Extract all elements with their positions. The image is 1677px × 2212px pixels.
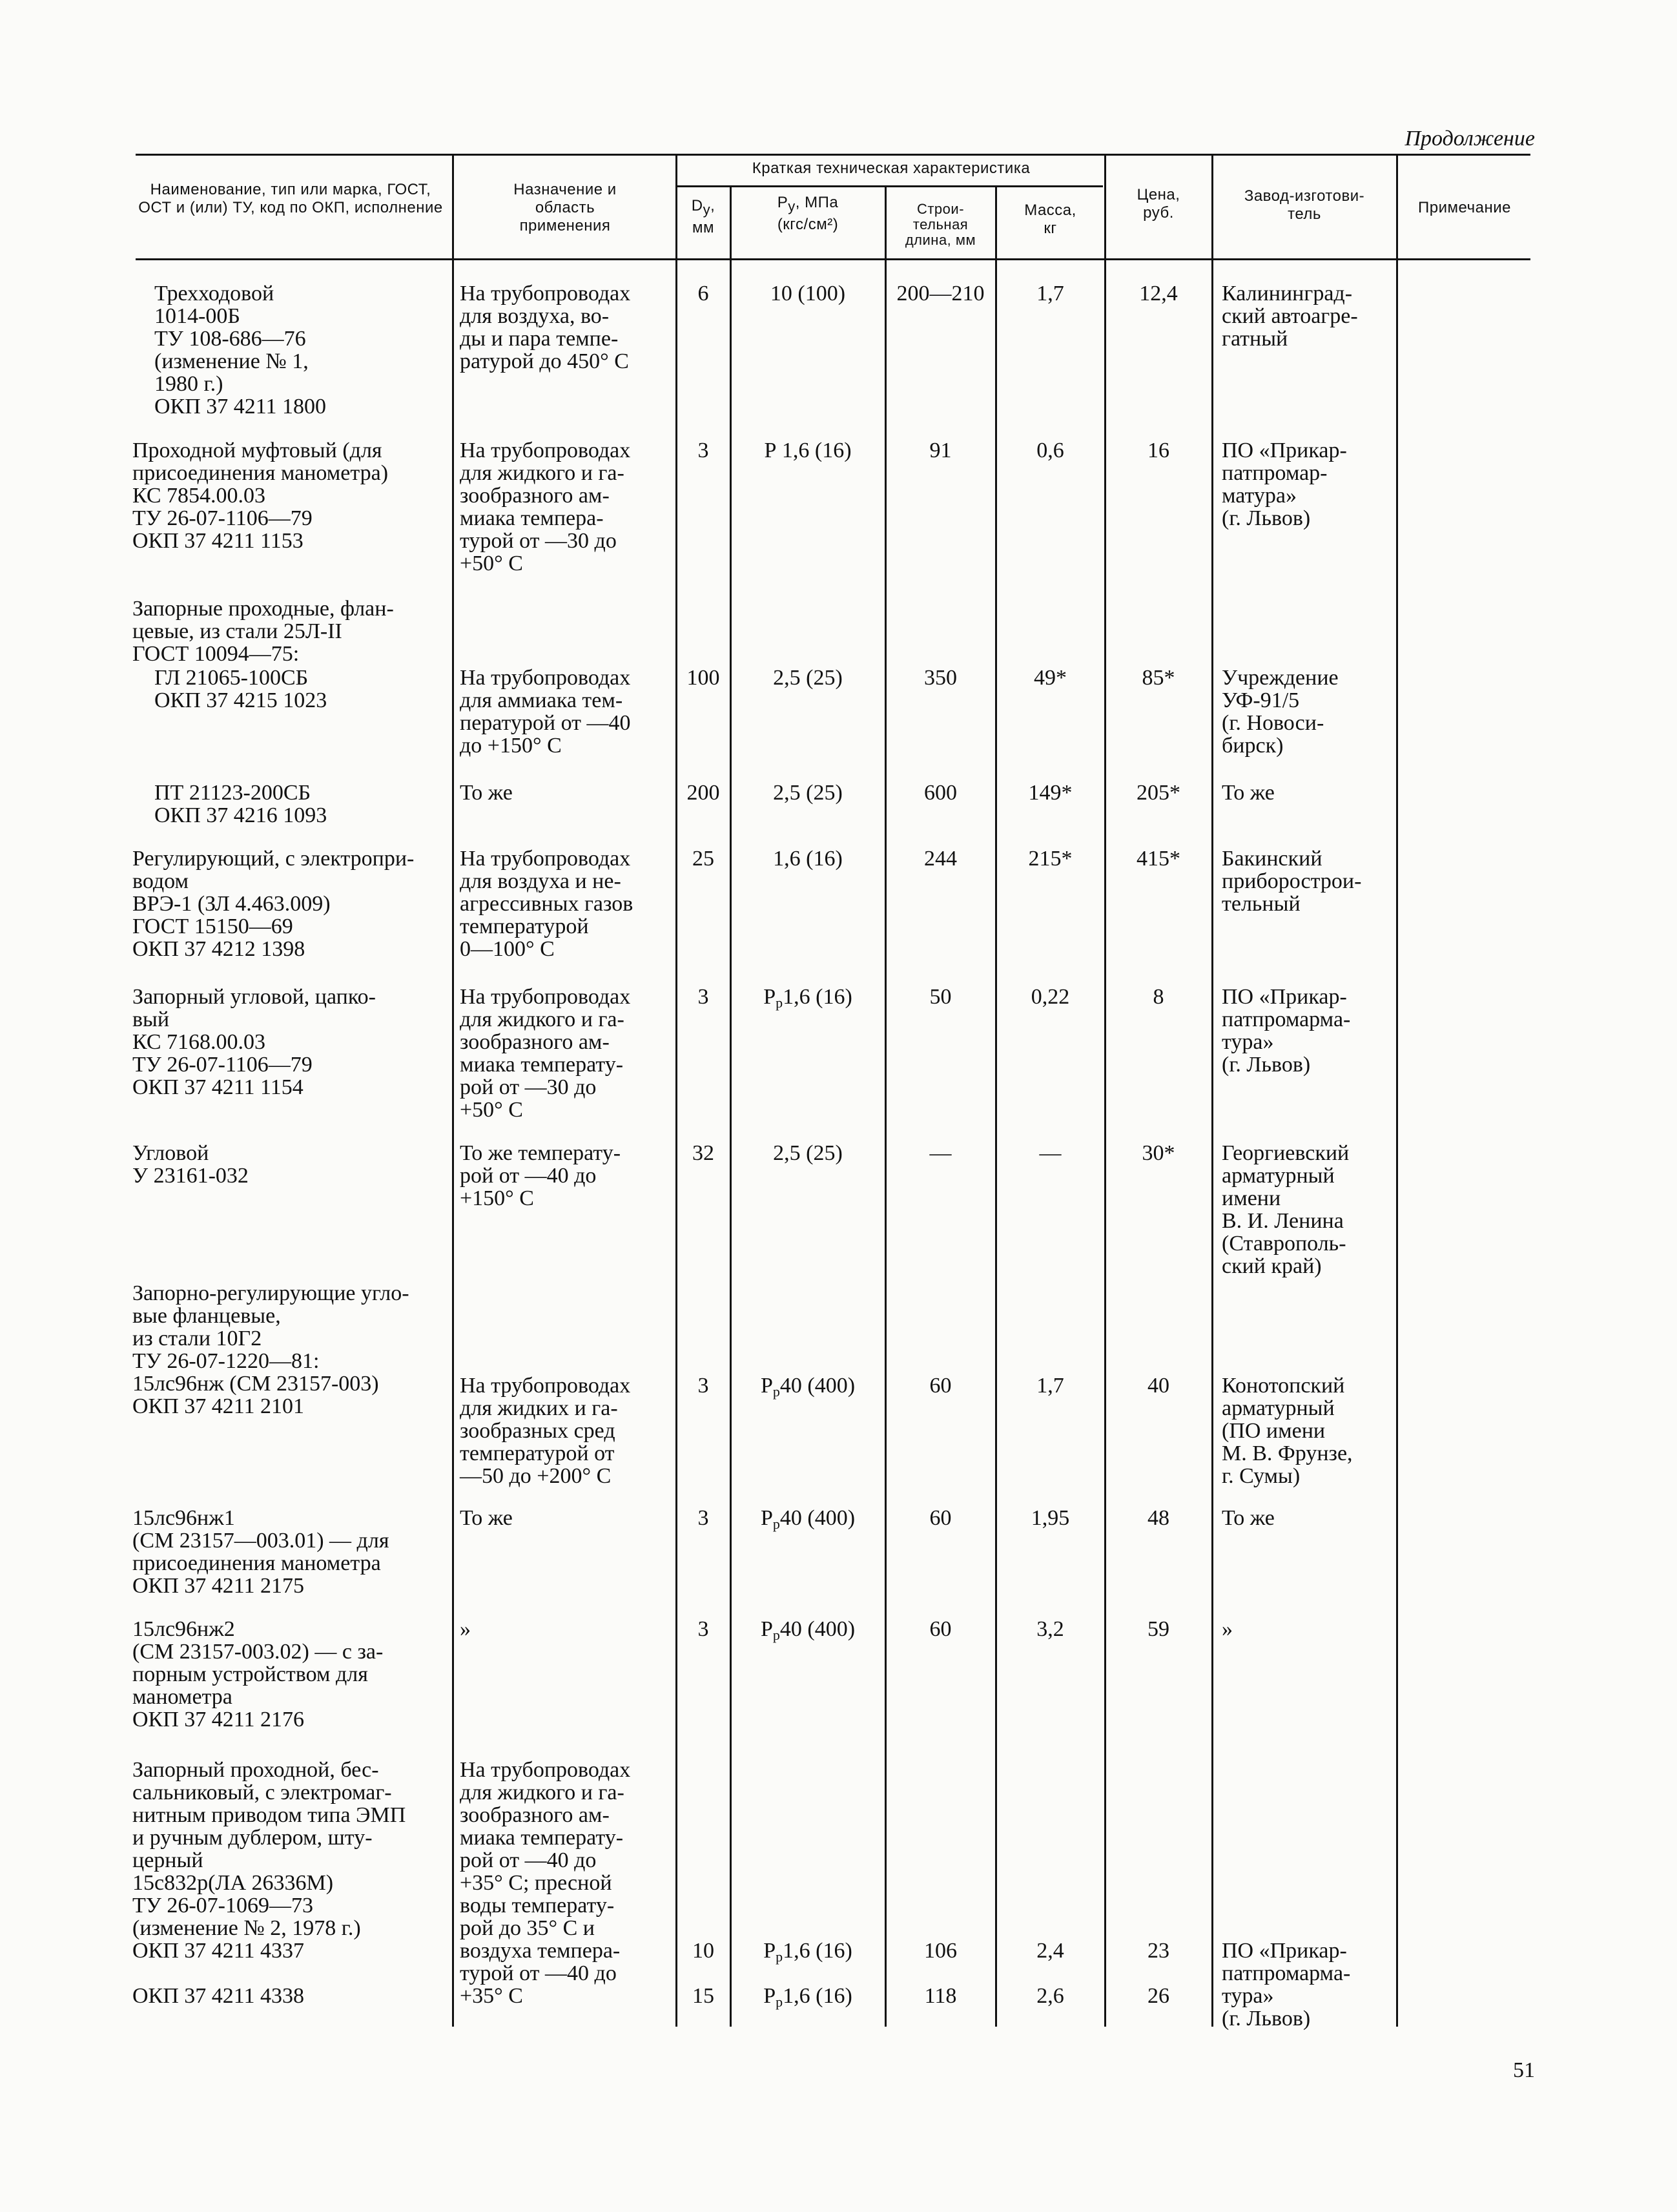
col-line-8 xyxy=(1396,155,1398,2027)
row-1-price: 16 xyxy=(1147,439,1169,462)
row-12-purpose: На трубопроводах для жидкого и га- зообразного ам- миака температу- рой от —40 до +35° С; пресной воды температу- рой до 35° С и воздуха темпера- турой от —40 до +35° С xyxy=(460,1758,631,2008)
row-13-price: 23 xyxy=(1147,1939,1169,1963)
row-4-dy: 200 xyxy=(686,781,720,805)
row-0-mass: 1,7 xyxy=(1036,282,1064,305)
row-1-dy: 3 xyxy=(697,439,709,462)
row-3-py: 2,5 (25) xyxy=(773,666,843,690)
row-14-length: 118 xyxy=(924,1984,957,2008)
row-3-dy: 100 xyxy=(686,666,720,690)
row-1-factory: ПО «Прикар- патпромар- матура» (г. Львов) xyxy=(1222,439,1347,530)
row-11-dy: 3 xyxy=(697,1617,709,1641)
row-10-purpose: То же xyxy=(460,1506,513,1530)
page-number: 51 xyxy=(1513,2058,1535,2082)
row-11-length: 60 xyxy=(929,1617,952,1641)
row-11-factory: » xyxy=(1222,1617,1233,1641)
row-10-price: 48 xyxy=(1147,1506,1169,1530)
row-13-dy: 10 xyxy=(692,1939,714,1963)
row-13-mass: 2,4 xyxy=(1036,1939,1064,1963)
row-11-purpose: » xyxy=(460,1617,471,1641)
row-4-mass: 149* xyxy=(1028,781,1073,805)
row-9-price: 40 xyxy=(1147,1374,1169,1398)
row-0-purpose: На трубопроводах для воздуха, во- ды и пара темпе- ратурой до 450° С xyxy=(460,282,631,373)
header-bottom-rule xyxy=(136,258,1530,260)
row-6-length: 50 xyxy=(929,985,952,1009)
row-10-py: $Р_р40$ (400) xyxy=(760,1506,856,1532)
row-5-name: Регулирующий, с электропри- водом ВРЭ-1 (ЗЛ 4.463.009) ГОСТ 15150—69 ОКП 37 4212 1398 xyxy=(132,847,415,961)
row-6-factory: ПО «Прикар- патпромарма- тура» (г. Львов) xyxy=(1222,985,1351,1077)
header-purpose: Назначение и область применения xyxy=(513,181,617,234)
row-5-mass: 215* xyxy=(1028,847,1073,871)
row-10-mass: 1,95 xyxy=(1031,1506,1070,1530)
row-10-factory: То же xyxy=(1222,1506,1275,1530)
row-3-price: 85* xyxy=(1142,666,1175,690)
row-3-name: ГЛ 21065-100СБ ОКП 37 4215 1023 xyxy=(154,666,327,712)
col-line-5 xyxy=(995,187,997,2027)
row-10-name: 15лс96нж1 (СМ 23157—003.01) — для присоединения манометра ОКП 37 4211 2175 xyxy=(132,1506,389,1598)
row-1-purpose: На трубопроводах для жидкого и га- зообразного ам- миака темпера- турой от —30 до +50° С xyxy=(460,439,631,575)
row-0-py: 10 (100) xyxy=(770,282,846,305)
row-13-factory: ПО «Прикар- патпромарма- тура» (г. Львов) xyxy=(1222,1939,1351,2031)
header-name: Наименование, тип или марка, ГОСТ, ОСТ и (или) ТУ, код по ОКП, исполнение xyxy=(138,181,443,216)
row-6-name: Запорный угловой, цапко- вый КС 7168.00.03 ТУ 26-07-1106—79 ОКП 37 4211 1154 xyxy=(132,985,376,1099)
header-price: Цена, руб. xyxy=(1137,186,1180,222)
row-5-py: 1,6 (16) xyxy=(773,847,843,871)
row-9-py: $Р_р40$ (400) xyxy=(760,1374,856,1400)
row-11-py: $Р_р40$ (400) xyxy=(760,1617,856,1643)
row-10-dy: 3 xyxy=(697,1506,709,1530)
row-9-mass: 1,7 xyxy=(1036,1374,1064,1398)
row-7-price: 30* xyxy=(1142,1141,1175,1165)
row-7-factory: Георгиевский арматурный имени В. И. Ленина (Ставрополь- ский край) xyxy=(1222,1141,1350,1278)
row-9-factory: Конотопский арматурный (ПО имени М. В. Фрунзе, г. Сумы) xyxy=(1222,1374,1353,1488)
row-3-mass: 49* xyxy=(1034,666,1067,690)
group-rule xyxy=(677,185,1103,187)
row-4-py: 2,5 (25) xyxy=(773,781,843,805)
row-8-name: Запорно-регулирующие угло- вые фланцевые, из стали 10Г2 ТУ 26-07-1220—81: 15лс96нж (СМ 23157-003) ОКП 37 4211 2101 xyxy=(132,1281,409,1418)
row-3-factory: Учреждение УФ-91/5 (г. Новоси- бирск) xyxy=(1222,666,1339,758)
row-11-mass: 3,2 xyxy=(1036,1617,1064,1641)
row-14-name: ОКП 37 4211 4338 xyxy=(132,1984,305,2008)
row-5-dy: 25 xyxy=(692,847,714,871)
row-11-price: 59 xyxy=(1147,1617,1169,1641)
row-9-length: 60 xyxy=(929,1374,952,1398)
row-7-mass: — xyxy=(1039,1141,1062,1165)
row-10-length: 60 xyxy=(929,1506,952,1530)
row-1-name: Проходной муфтовый (для присоединения манометра) КС 7854.00.03 ТУ 26-07-1106—79 ОКП 37 4211 1153 xyxy=(132,439,389,553)
row-13-py: $Р_р1,6$ (16) xyxy=(763,1939,852,1965)
col-line-1 xyxy=(452,155,454,2027)
col-line-3 xyxy=(730,187,732,2027)
row-6-price: 8 xyxy=(1153,985,1164,1009)
row-5-factory: Бакинский приборострои- тельный xyxy=(1222,847,1362,916)
row-6-py: $Р_р1,6$ (16) xyxy=(763,985,852,1011)
col-line-7 xyxy=(1211,155,1213,2027)
row-4-length: 600 xyxy=(924,781,957,805)
row-5-price: 415* xyxy=(1137,847,1180,871)
row-7-name: Угловой У 23161-032 xyxy=(132,1141,249,1188)
header-mass: Масса, кг xyxy=(1024,202,1076,237)
col-line-2 xyxy=(675,155,677,2027)
row-5-length: 244 xyxy=(924,847,957,871)
header-group: Краткая техническая характеристика xyxy=(752,160,1031,177)
row-1-length: 91 xyxy=(929,439,952,462)
col-line-6 xyxy=(1104,155,1106,2027)
row-0-dy: 6 xyxy=(697,282,709,305)
row-6-mass: 0,22 xyxy=(1031,985,1070,1009)
row-4-purpose: То же xyxy=(460,781,513,805)
row-3-purpose: На трубопроводах для аммиака тем- пературой от —40 до +150° С xyxy=(460,666,631,758)
row-0-price: 12,4 xyxy=(1139,282,1178,305)
continuation-label: Продолжение xyxy=(1404,127,1535,150)
row-4-name: ПТ 21123-200СБ ОКП 37 4216 1093 xyxy=(154,781,327,827)
row-0-length: 200—210 xyxy=(896,282,985,305)
row-3-length: 350 xyxy=(924,666,957,690)
row-13-length: 106 xyxy=(924,1939,957,1963)
col-line-4 xyxy=(885,187,887,2027)
row-6-dy: 3 xyxy=(697,985,709,1009)
header-factory: Завод-изготови- тель xyxy=(1244,187,1365,223)
row-14-dy: 15 xyxy=(692,1984,714,2008)
row-7-dy: 32 xyxy=(692,1141,714,1165)
row-4-price: 205* xyxy=(1137,781,1180,805)
header-py: $P_у$, МПа (кгс/см²) xyxy=(777,194,839,233)
table-top-rule xyxy=(136,154,1530,156)
row-14-py: $Р_р1,6$ (16) xyxy=(763,1984,852,2010)
row-0-factory: Калининград- ский автоагре- гатный xyxy=(1222,282,1358,351)
row-6-purpose: На трубопроводах для жидкого и га- зообразного ам- миака температу- рой от —30 до +50° С xyxy=(460,985,631,1122)
row-9-purpose: На трубопроводах для жидких и га- зообразных сред температурой от —50 до +200° С xyxy=(460,1374,631,1488)
row-1-py: Р 1,6 (16) xyxy=(764,439,852,462)
row-7-length: — xyxy=(929,1141,952,1165)
row-14-mass: 2,6 xyxy=(1036,1984,1064,2008)
row-7-purpose: То же температу- рой от —40 до +150° С xyxy=(460,1141,621,1210)
row-0-name: Трехходовой 1014-00Б ТУ 108-686—76 (изменение № 1, 1980 г.) ОКП 37 4211 1800 xyxy=(154,282,327,419)
row-9-dy: 3 xyxy=(697,1374,709,1398)
row-14-price: 26 xyxy=(1147,1984,1169,2008)
row-7-py: 2,5 (25) xyxy=(773,1141,843,1165)
header-length: Строи- тельная длина, мм xyxy=(905,201,976,248)
row-4-factory: То же xyxy=(1222,781,1275,805)
row-1-mass: 0,6 xyxy=(1036,439,1064,462)
row-2-name: Запорные проходные, флан- цевые, из стали 25Л-II ГОСТ 10094—75: xyxy=(132,597,394,666)
row-12-name: Запорный проходной, бес- сальниковый, с электромаг- нитным приводом типа ЭМП и ручным дублером, шту- церный 15с832р(ЛА 26336М) ТУ 26-07-1069—73 (изменение № 2, 1978 г.) ОКП 37 4211 4337 xyxy=(132,1758,406,1963)
row-11-name: 15лс96нж2 (СМ 23157-003.02) — с за- порным устройством для манометра ОКП 37 4211 2176 xyxy=(132,1617,384,1731)
header-note: Примечание xyxy=(1418,199,1511,216)
row-5-purpose: На трубопроводах для воздуха и не- агрессивных газов температурой 0—100° С xyxy=(460,847,633,961)
header-dy: $D_у$, мм xyxy=(691,197,715,236)
